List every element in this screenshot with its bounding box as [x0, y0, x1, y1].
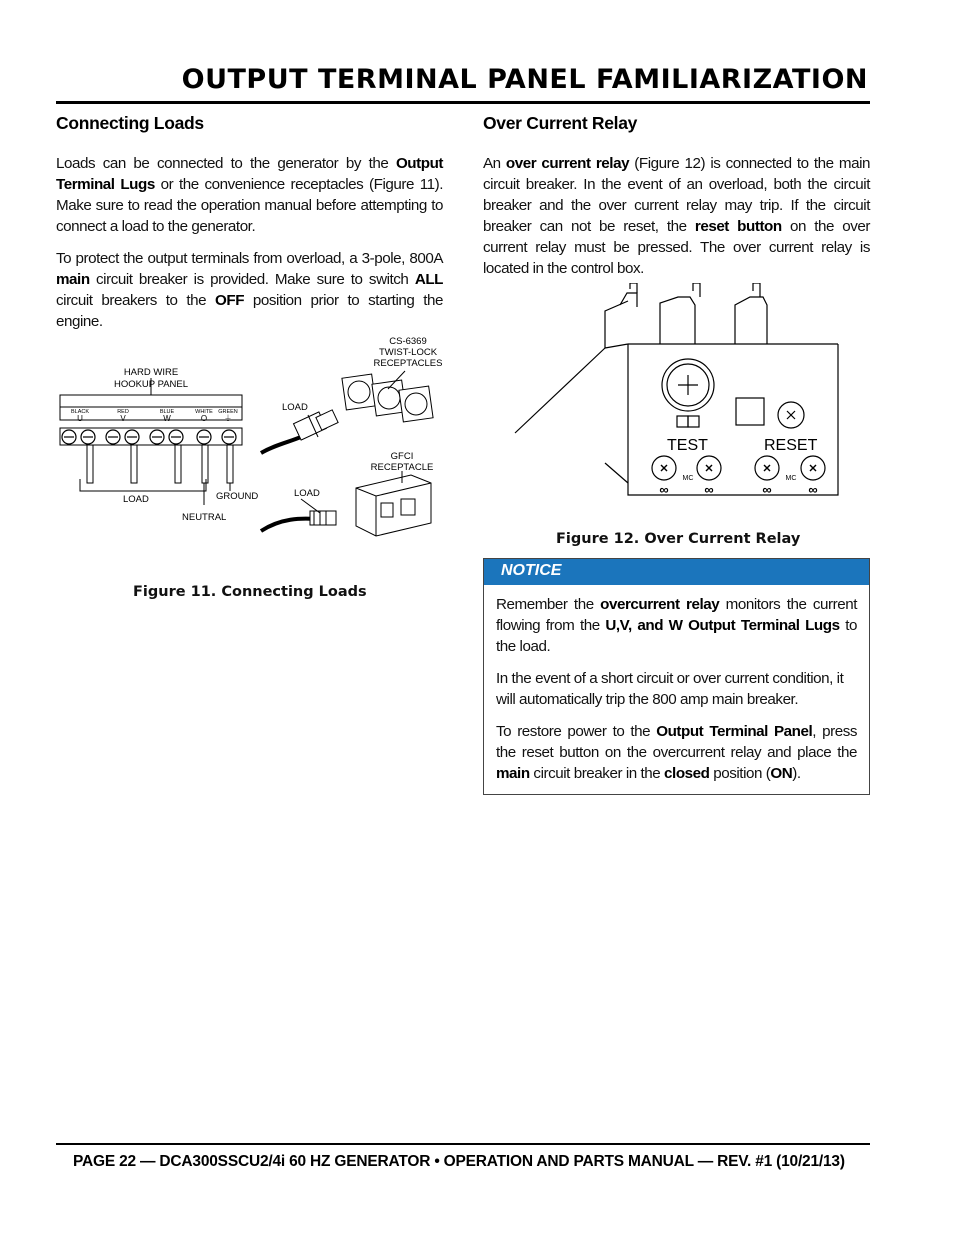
hard-wire-label-2: HOOKUP PANEL: [113, 379, 189, 390]
test-label: TEST: [667, 437, 708, 454]
page-title: OUTPUT TERMINAL PANEL FAMILIARIZATION: [181, 64, 868, 95]
gfci-label-1: GFCI: [390, 451, 414, 462]
notice-heading: NOTICE: [484, 559, 869, 585]
load-label-top: LOAD: [282, 402, 308, 413]
terminal-letter-u: U: [77, 414, 83, 423]
gfci-label-2: RECEPTACLE: [370, 462, 434, 473]
connecting-loads-paragraph-1: Loads can be connected to the generator by the Output Terminal Lugs or the convenience receptacles (Figure 11). Make sure to read the operation manual before attempting to connect a load to the generator.: [56, 155, 443, 235]
twist-lock-label-1: CS-6369: [389, 336, 427, 347]
mc-label-left: MC: [682, 475, 694, 482]
connecting-loads-heading: Connecting Loads: [56, 113, 204, 133]
connecting-loads-diagram: [56, 333, 456, 553]
title-rule: [56, 101, 870, 104]
terminal-letter-v: V: [120, 414, 126, 423]
load-label-mid: LOAD: [294, 488, 320, 499]
page-footer: PAGE 22 — DCA300SSCU2/4i 60 HZ GENERATOR • OPERATION AND PARTS MANUAL — REV. #1 (10/21/13): [73, 1153, 845, 1170]
terminal-color-white: WHITE: [195, 409, 213, 415]
figure-11-caption: Figure 11. Connecting Loads: [133, 584, 367, 600]
terminal-letter-w: W: [163, 414, 171, 423]
terminal-color-blue: BLUE: [159, 409, 175, 415]
terminal-color-red: RED: [117, 409, 129, 415]
notice-paragraph-2: In the event of a short circuit or over current condition, it will automatically trip the 800 amp main breaker.: [496, 670, 844, 708]
terminal-ground-symbol: ⏚: [224, 414, 232, 423]
svg-text:∞: ∞: [808, 482, 818, 497]
twist-lock-label-3: RECEPTACLES: [373, 358, 443, 369]
terminal-color-green: GREEN: [218, 409, 238, 415]
neutral-label: NEUTRAL: [182, 512, 227, 523]
svg-text:∞: ∞: [659, 482, 669, 497]
mc-label-right: MC: [785, 475, 797, 482]
twist-lock-label-2: TWIST-LOCK: [378, 347, 438, 358]
over-current-relay-diagram: [505, 283, 845, 503]
figure-12-caption: Figure 12. Over Current Relay: [556, 531, 801, 547]
notice-paragraph-1: Remember the overcurrent relay monitors the current flowing from the U,V, and W Output Terminal Lugs to the load.: [496, 596, 858, 655]
notice-box: [483, 558, 870, 795]
notice-body: [484, 585, 869, 784]
over-current-relay-paragraph: An over current relay (Figure 12) is connected to the main circuit breaker. In the event of an overload, both the circuit breaker and the over current relay may trip. If the circuit breaker can not be reset, the reset button on the over current relay must be pressed. The over current relay is located in the control box.: [483, 155, 870, 277]
footer-rule: [56, 1143, 870, 1145]
left-column: [56, 113, 443, 343]
svg-text:∞: ∞: [762, 482, 772, 497]
over-current-relay-heading: Over Current Relay: [483, 113, 638, 133]
reset-label: RESET: [764, 437, 818, 454]
terminal-color-black: BLACK: [70, 409, 90, 415]
load-label-bottom: LOAD: [123, 494, 149, 505]
ground-label: GROUND: [216, 491, 259, 502]
terminal-letter-o: O: [200, 414, 208, 423]
right-column: [483, 113, 870, 290]
notice-paragraph-3: To restore power to the Output Terminal Panel, press the reset button on the overcurrent relay and place the main circuit breaker in the closed position (ON).: [496, 723, 858, 782]
connecting-loads-paragraph-2: To protect the output terminals from overload, a 3-pole, 800A main circuit breaker is provided. Make sure to switch ALL circuit breakers to the OFF position prior to starting the engine.: [56, 250, 444, 330]
hard-wire-label-1: HARD WIRE: [123, 367, 179, 378]
svg-text:∞: ∞: [704, 482, 714, 497]
